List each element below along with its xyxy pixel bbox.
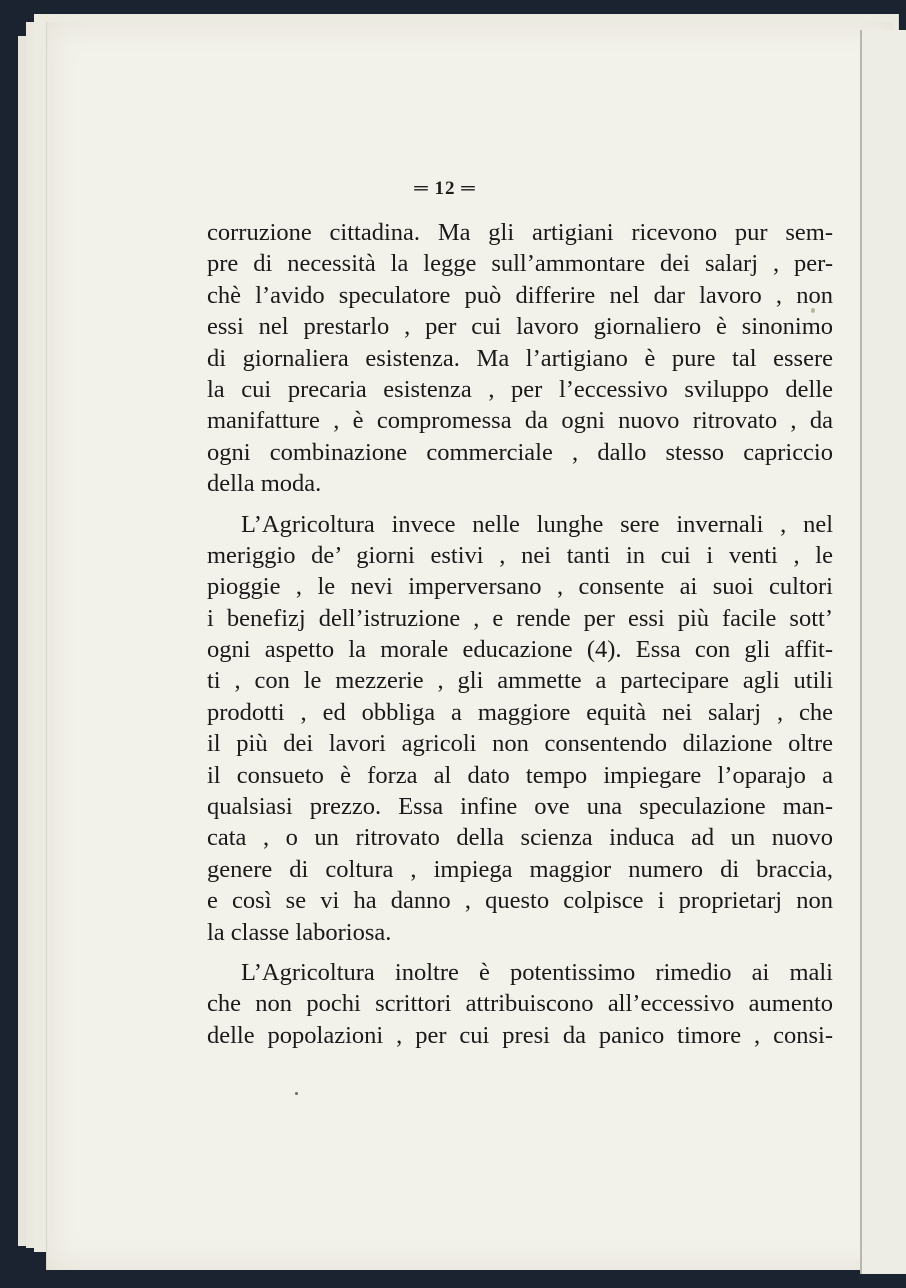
text-line-20: cata , o un ritrovato della scienza induca ad un nuovo xyxy=(207,824,833,852)
text-line-16: prodotti , ed obbliga a maggiore equità nei salarj , che xyxy=(207,698,833,726)
text-line-9: della moda. xyxy=(207,470,322,498)
text-line-13: i benefizj dell’istruzione , e rende per essi più facile sott’ xyxy=(207,604,833,632)
text-line-4: essi nel prestarlo , per cui lavoro giornaliero è sinonimo xyxy=(207,313,833,341)
text-line-2: pre di necessità la legge sull’ammontare dei salarj , per- xyxy=(207,250,833,278)
text-line-19: qualsiasi prezzo. Essa infine ove una speculazione man- xyxy=(207,793,833,821)
text-line-21: genere di coltura , impiega maggior numero di braccia, xyxy=(207,855,833,883)
text-line-14: ogni aspetto la morale educazione (4). Essa con gli affit- xyxy=(207,636,833,664)
text-line-25: che non pochi scrittori attribuiscono all’eccessivo aumento xyxy=(207,990,833,1018)
text-line-1: corruzione cittadina. Ma gli artigiani ricevono pur sem- xyxy=(207,219,833,246)
text-line-15: ti , con le mezzerie , gli ammette a partecipare agli utili xyxy=(207,667,833,695)
text-line-11: meriggio de’ giorni estivi , nei tanti in cui i venti , le xyxy=(207,541,833,569)
book-page xyxy=(46,22,893,1270)
text-line-17: il più dei lavori agricoli non consentendo dilazione oltre xyxy=(207,730,833,758)
text-line-8: ogni combinazione commerciale , dallo stesso capriccio xyxy=(207,438,833,466)
text-line-26: delle popolazioni , per cui presi da panico timore , consi- xyxy=(207,1021,833,1049)
text-line-23: la classe laboriosa. xyxy=(207,918,392,946)
text-line-5: di giornaliera esistenza. Ma l’artigiano è pure tal essere xyxy=(207,344,833,372)
text-line-24: L’Agricoltura inoltre è potentissimo rimedio ai mali xyxy=(241,958,833,986)
body-text xyxy=(207,217,833,1051)
text-line-10: L’Agricoltura invece nelle lunghe sere invernali , nel xyxy=(241,510,833,538)
page-number-header: ═ 12 ═ xyxy=(414,178,476,199)
text-line-22: e così se vi ha danno , questo colpisce i proprietarj non xyxy=(207,887,833,915)
text-line-18: il consueto è forza al dato tempo impiegare l’oparajo a xyxy=(207,761,833,789)
text-line-7: manifatture , è compromessa da ogni nuovo ritrovato , da xyxy=(207,407,833,435)
text-line-3: chè l’avido speculatore può differire nel dar lavoro , non xyxy=(207,281,833,309)
adjacent-page-edge xyxy=(860,30,906,1274)
ink-speck xyxy=(295,1092,298,1095)
text-line-6: la cui precaria esistenza , per l’eccessivo sviluppo delle xyxy=(207,375,833,403)
text-line-12: pioggie , le nevi imperversano , consente ai suoi cultori xyxy=(207,573,833,601)
